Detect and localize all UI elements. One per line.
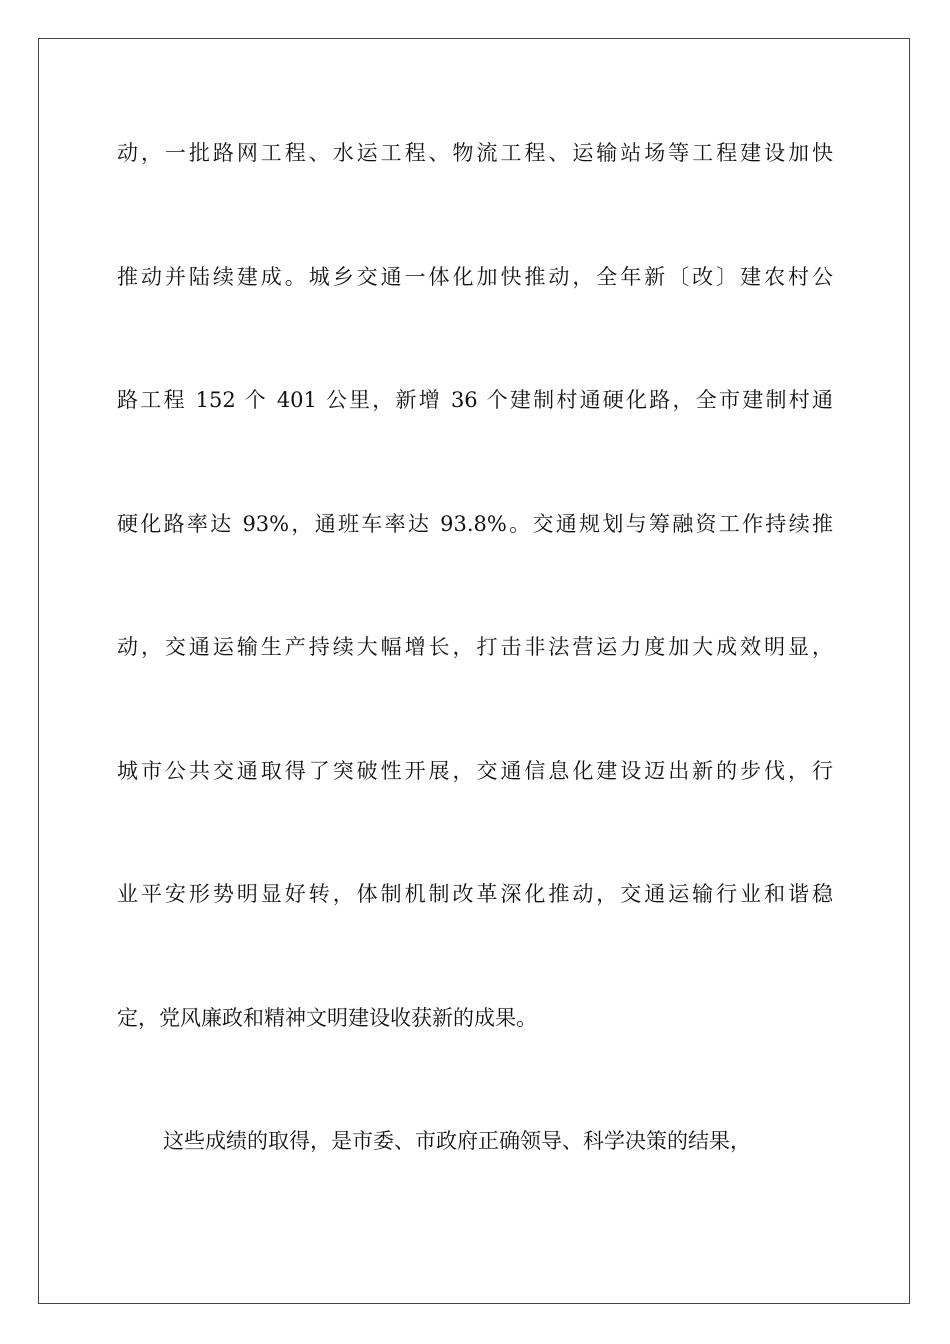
paragraph-line-2: 推动并陆续建成。城乡交通一体化加快推动，全年新〔改〕建农村公 (117, 265, 833, 289)
paragraph-line-8: 定，党风廉政和精神文明建设收获新的成果。 (117, 1006, 537, 1030)
paragraph-line-4: 硬化路率达 93%，通班车率达 93.8%。交通规划与筹融资工作持续推 (117, 512, 833, 536)
paragraph-line-9: 这些成绩的取得，是市委、市政府正确领导、科学决策的结果， (163, 1129, 751, 1153)
paragraph-line-5: 动，交通运输生产持续大幅增长，打击非法营运力度加大成效明显， (117, 635, 833, 659)
page-border (38, 38, 910, 1304)
paragraph-line-6: 城市公共交通取得了突破性开展，交通信息化建设迈出新的步伐，行 (117, 759, 833, 783)
paragraph-line-3: 路工程 152 个 401 公里，新增 36 个建制村通硬化路，全市建制村通 (117, 388, 833, 412)
paragraph-line-7: 业平安形势明显好转，体制机制改革深化推动，交通运输行业和谐稳 (117, 882, 833, 906)
paragraph-line-1: 动，一批路网工程、水运工程、物流工程、运输站场等工程建设加快 (117, 141, 833, 165)
